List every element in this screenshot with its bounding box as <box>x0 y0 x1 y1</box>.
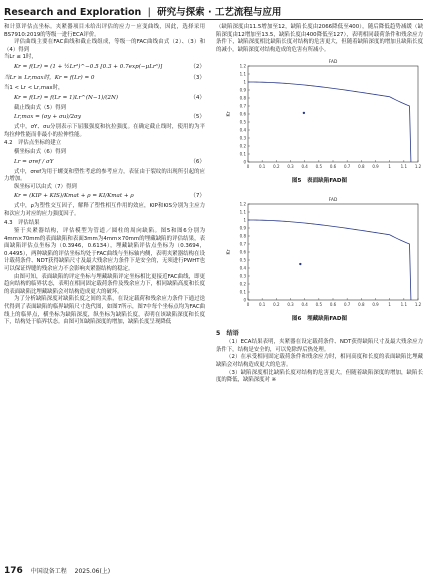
fad-chart-embedded <box>216 192 423 314</box>
page-number: 176 <box>4 566 23 576</box>
y-tick-label: 0.1 <box>239 151 246 157</box>
equation-2: Kr = f(Lr) = (1 + ½Lr²)^−0.5 [0.3 + 0.7exp(−μLr⁶)] （2） <box>14 63 205 70</box>
x-tick-label: 0 <box>246 301 250 307</box>
x-tick-label: 0.3 <box>287 164 294 170</box>
condition: 当Lr ≤ 1时， <box>4 54 37 61</box>
subsection-heading: 4.3 评估结果 <box>4 219 40 226</box>
right-column <box>216 24 423 385</box>
x-tick-label: 0.9 <box>372 164 379 170</box>
equation-4: Kr = f(Lr) = f(Lr = 1)Lr^(N−1)/(2N) （4） <box>14 94 205 101</box>
y-tick-label: 1.1 <box>239 209 246 215</box>
subsection-heading: 4.2 评估点坐标的建立 <box>4 140 62 147</box>
equation-3: 当Lr ≥ Lr,max时，Kr = f(Lr) = 0 （3） <box>4 74 205 81</box>
x-tick-label: 0.9 <box>372 301 379 307</box>
figure-5 <box>216 54 423 186</box>
y-tick-label: 0.5 <box>239 257 246 263</box>
paragraph: 横坐标由式（6）得到 <box>14 148 66 155</box>
condition: 当1 < Lr < Lr,max时， <box>4 84 64 91</box>
y-tick-label: 0.3 <box>239 135 246 141</box>
plot-frame <box>248 204 418 300</box>
y-tick-label: 0.8 <box>239 95 246 101</box>
y-tick-label: 1 <box>243 79 246 85</box>
y-tick-label: 0 <box>243 159 246 165</box>
x-tick-label: 0.5 <box>315 164 323 170</box>
y-tick-label: 0.7 <box>239 241 246 247</box>
x-tick-label: 0.6 <box>329 164 337 170</box>
x-tick-label: 1.1 <box>400 164 408 170</box>
chart-title: FAD <box>328 60 338 66</box>
y-tick-label: 0.1 <box>239 289 246 295</box>
x-tick-label: 0.2 <box>273 164 280 170</box>
y-tick-label: 0.6 <box>239 111 246 117</box>
y-tick-label: 0.3 <box>239 273 246 279</box>
y-tick-label: 0 <box>243 297 246 303</box>
header-rule <box>4 19 423 20</box>
x-tick-label: 1.2 <box>414 301 422 307</box>
figure-caption: 图5 表面缺陷FAD图 <box>291 178 348 185</box>
x-tick-label: 0.8 <box>358 164 365 170</box>
x-tick-label: 0.1 <box>258 301 266 307</box>
footer-issue: 2025.06(上) <box>74 568 111 575</box>
equation-5: Lr,max = (σy + σu)/2σy （5） <box>14 114 205 121</box>
y-axis-label: Kr <box>226 111 232 118</box>
y-tick-label: 0.4 <box>239 265 246 271</box>
figure-6 <box>216 192 423 324</box>
x-tick-label: 0.2 <box>273 301 280 307</box>
x-tick-label: 0.5 <box>315 301 323 307</box>
y-tick-label: 0.4 <box>239 127 246 133</box>
x-tick-label: 1.2 <box>414 164 422 170</box>
paragraph: 和计算评估点坐标。夹紧器项目未给出评估的应力－应变曲线，因此，选择采用BS7910:2019的等级一进行ECA评价。 <box>4 24 205 38</box>
figure-caption: 图6 埋藏缺陷FAD图 <box>291 315 348 322</box>
y-tick-label: 0.7 <box>239 103 246 109</box>
assessment-point <box>299 263 301 265</box>
paragraph: 截止线由式（5）得到 <box>14 104 66 111</box>
footer-journal: 中国设备工程 <box>30 568 67 575</box>
x-tick-label: 0.6 <box>329 301 337 307</box>
x-tick-label: 0 <box>246 164 250 170</box>
paragraph: （1）ECA结果表明，夹紧器在设定载荷条件、NDT获得缺陷尺寸及最大残余应力条件下，结构是安全的，可以免除焊后热处理。 <box>216 339 423 353</box>
paragraph: （2）在承受相同固定载荷条件和残余应力时，相同高度和长度的表面缺陷比埋藏缺陷会对结构造成更大的危害。 <box>216 354 423 368</box>
paragraph: （缺陷深度由11.5增加至12，缺陷长度由2066降低至400），随后降低趋势减缓（缺陷深度由12增加至13.5，缺陷长度由400降低至127），表明相同载荷条件和残余应力条件下，缺陷深度相比缺陷长度对结构的危害更大，但随着缺陷深度的增加且缺陷长度的减小，缺陷深度对结构造成的危害有所减小。 <box>216 24 423 53</box>
left-column <box>4 24 205 327</box>
equation-6: Lr = σref / σY （6） <box>14 158 205 165</box>
y-tick-label: 0.9 <box>239 225 246 231</box>
x-tick-label: 1 <box>388 164 391 170</box>
paragraph: 式中，σY、σu分别表示下屈服强度和抗拉强度。在确定截止线时，使用的为平均拉伸性能而非最小的拉伸性能。 <box>4 124 205 138</box>
y-tick-label: 0.5 <box>239 119 246 125</box>
journal-name: Research and Exploration <box>4 7 142 18</box>
x-tick-label: 0.7 <box>343 301 351 307</box>
x-tick-label: 0.8 <box>358 301 365 307</box>
paragraph: 式中，ρ为塑性交互因子，解释了塑性相互作用的效应，KIP和KIS分别为主应力和次应力对应的应力强度因子。 <box>4 203 205 217</box>
x-tick-label: 0.4 <box>301 301 308 307</box>
y-tick-label: 0.2 <box>239 281 246 287</box>
fad-chart-surface <box>216 54 423 176</box>
y-tick-label: 1.2 <box>239 201 246 207</box>
y-tick-label: 1 <box>243 217 246 223</box>
y-tick-label: 0.8 <box>239 233 246 239</box>
header-separator: | <box>147 7 151 18</box>
x-tick-label: 1.1 <box>400 301 408 307</box>
y-tick-label: 0.6 <box>239 249 246 255</box>
paragraph: 由图可知，表面缺陷的评定坐标与埋藏缺陷评定坐标相比更接近FAC曲线，即更趋向结构的临界状态，表明在相同固定载荷条件及残余应力下，相同缺陷高度和长度的表面缺陷比埋藏缺陷会对结构造成更大的破坏。 <box>4 273 205 295</box>
paragraph: 鉴于夹紧器结构，评估模型为管道／圆柱的周向缺陷。图5和图6分别为4mm×70mm的表面缺陷和表面3mm为4mm×70mm的埋藏缺陷的评估结果，表面缺陷评估点坐标为（0.3946，0.6134），埋藏缺陷评估点坐标为（0.3694，0.4495），两种缺陷的评估坐标均处于FAC曲线与坐标轴内侧，表明夹紧器结构在设计载荷条件、NDT获得缺陷尺寸及最大残余应力条件下是安全的，无须进行PWHT也可以保证焊缝的残余应力不会影响夹紧器结构的稳定。 <box>4 228 205 273</box>
x-tick-label: 0.4 <box>301 164 308 170</box>
running-header <box>4 4 281 18</box>
paragraph: 评估曲线主要在FAC曲线和截止线组成，等级一的FAC曲线由式（2）、（3）和（4）得到 <box>4 39 205 53</box>
plot-frame <box>248 66 418 162</box>
y-tick-label: 1.1 <box>239 71 246 77</box>
x-tick-label: 0.1 <box>258 164 266 170</box>
paragraph: 纵坐标可以由式（7）得到 <box>14 183 77 190</box>
section-name: 研究与探索 · 工艺流程与应用 <box>157 7 282 18</box>
x-tick-label: 0.7 <box>343 164 351 170</box>
y-tick-label: 0.2 <box>239 143 246 149</box>
paragraph: 式中，σref为用于螺变和塑性考虑的参考应力，表征由于裂纹的出现所引起的应力增加。 <box>4 168 205 183</box>
paragraph: （3）缺陷深度相比缺陷长度对结构的危害更大，但随着缺陷深度的增加，缺陷长度的降低，缺陷深度对 ※ <box>216 369 423 384</box>
x-tick-label: 1 <box>388 301 391 307</box>
y-tick-label: 0.9 <box>239 87 246 93</box>
assessment-point <box>303 112 305 114</box>
page-footer <box>4 566 110 576</box>
paragraph: 为了分析缺陷深度对缺陷长度之间的关系，在设定载荷和残余应力条件下通过迭代得到了表面缺陷的临界缺陷尺寸迭代图，如图7所示，图7中每个坐标点均为FAC曲线上的临界点，横坐标为缺陷深度，纵坐标为缺陷长度，表明在该缺陷深度和长度下，结构处于临界状态。由图可知缺陷深度的增加，缺陷长度呈现降低 <box>4 296 205 326</box>
x-tick-label: 0.3 <box>287 301 294 307</box>
section-heading: 5 结语 <box>216 329 239 337</box>
y-tick-label: 1.2 <box>239 63 246 69</box>
y-axis-label: Kr <box>226 249 232 255</box>
equation-7: Kr = (KIP + KIS)/Kmat + ρ = KI/Kmat + ρ （7） <box>14 193 205 200</box>
chart-title: FAD <box>328 197 338 203</box>
